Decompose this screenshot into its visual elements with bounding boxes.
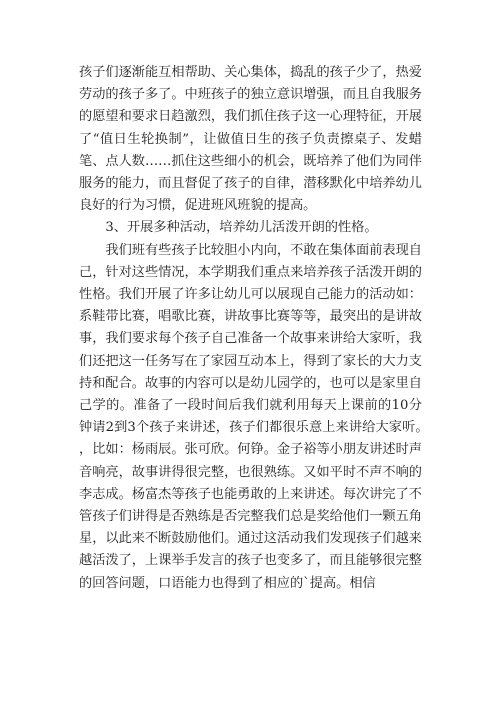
- paragraph-continuation: 孩子们逐渐能互相帮助、关心集体，捣乱的孩子少了，热爱劳动的孩子多了。中班孩子的独立意识增强，而且自我服务的愿望和要求日趋激烈，我们抓住孩子这一心理特征，开展了“值日生轮换制”，让做值日生的孩子负责擦桌子、发蜡笔、点人数……抓住这些细小的机会，既培养了他们为同伴服务的能力，而且督促了孩子的自律，潜移默化中培养幼儿良好的行为习惯，促进班风班貌的提高。: [79, 65, 422, 214]
- paragraph-body: 我们班有些孩子比较胆小内向，不敢在集体面前表现自己，针对这些情况，本学期我们重点来培养孩子活泼开朗的性格。我们开展了许多让幼儿可以展现自己能力的活动如：系鞋带比赛，唱歌比赛，讲故事比赛等等，最突出的是讲故事，我们要求每个孩子自己准备一个故事来讲给大家听，我们还把这一任务写在了家园互动本上，得到了家长的大力支持和配合。故事的内容可以是幼儿园学的，也可以是家里自己学的。准备了一段时间后我们就利用每天上课前的10分钟请2到3个孩子来讲述，孩子们都很乐意上来讲给大家听。，比如：杨雨辰。张可欣。何铮。金子裕等小朋友讲述时声音响亮，故事讲得很完整，也很熟练。又如平时不声不响的李志成。杨富杰等孩子也能勇敢的上来讲述。每次讲完了不管孩子们讲得是否熟练是否完整我们总是奖给他们一颗五角星，以此来不断鼓励他们。通过这活动我们发现孩子们越来越活泼了，上课举手发言的孩子也变多了，而且能够很完整的回答问题，口语能力也得到了相应的`提高。相信: [79, 242, 422, 591]
- document-body: [79, 62, 422, 595]
- section-heading: 3、开展多种活动，培养幼儿活泼开朗的性格。: [105, 220, 378, 236]
